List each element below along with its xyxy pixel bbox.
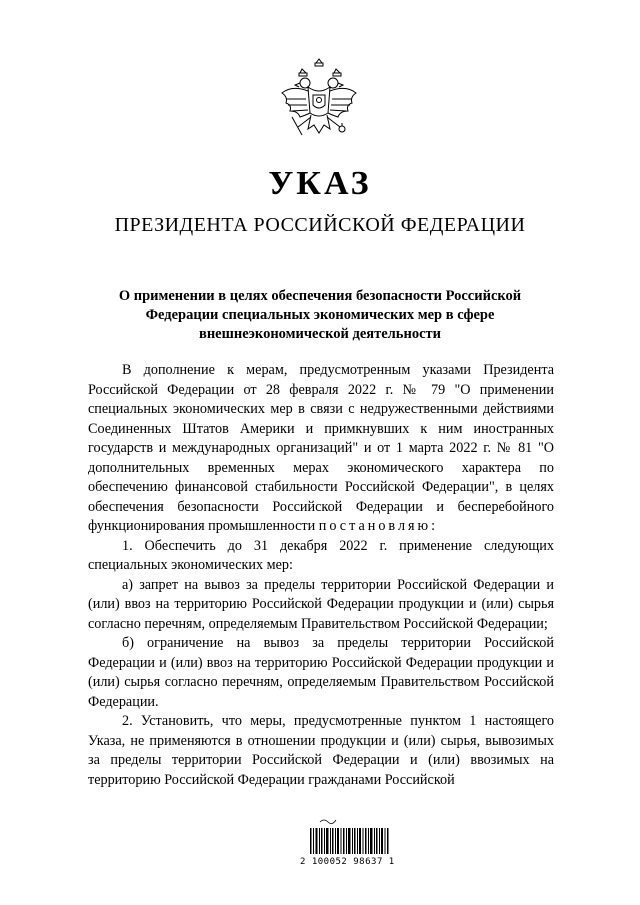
paragraph-preamble [88,361,554,537]
paragraph-item-1a: а) запрет на вывоз за пределы территории Российской Федерации и (или) ввоз на территорию Российской Федерации продукции и (или) сырья согласно перечням, определяемым Правительством Российской Федерации; [88,576,554,632]
barcode-block [300,816,400,876]
barcode-number: 2 100052 98637 1 [300,857,395,867]
title-line-2: Федерации специальных экономических мер в сфере [145,307,495,323]
decree-keyword: постановляю: [318,518,439,534]
title-line-3: внешнеэкономической деятельности [198,326,441,342]
paragraph-item-1b: б) ограничение на вывоз за пределы территории Российской Федерации и (или) ввоз на территорию Российской Федерации продукции и (или) сырья согласно перечням, определяемым Правительством Российской Федерации. [88,635,554,710]
issuer-heading: ПРЕЗИДЕНТА РОССИЙСКОЙ ФЕДЕРАЦИИ [114,214,526,236]
document-body [88,361,554,790]
paragraph-item-2: 2. Установить, что меры, предусмотренные пунктом 1 настоящего Указа, не применяются в отношении продукции и (или) сырья, вывозимых за пределы территории Российской Федерации и (или) ввозимых на территорию Российской Федерации гражданами Российской [88,713,554,788]
double-headed-eagle-emblem-icon [278,55,360,145]
preamble-text: В дополнение к мерам, предусмотренным указами Президента Российской Федерации от 28 февраля 2022 г. № 79 "О применении специальных экономических мер в связи с недружественными действиями Соединенных Штатов Америки и примкнувших к ним иностранных государств и международных организаций" и от 1 марта 2022 г. № 81 "О дополнительных временных мерах экономического характера по обеспечению финансовой стабильности Российской Федерации", в целях обеспечения безопасности Российской Федерации и бесперебойного функционирования промышленности [88,362,554,534]
title-line-1: О применении в целях обеспечения безопасности Российской [118,288,522,304]
paragraph-item-1: 1. Обеспечить до 31 декабря 2022 г. применение следующих специальных экономических мер: [88,537,554,573]
barcode-icon [300,816,400,856]
document-title [88,287,552,344]
decree-heading: УКАЗ [268,165,372,202]
